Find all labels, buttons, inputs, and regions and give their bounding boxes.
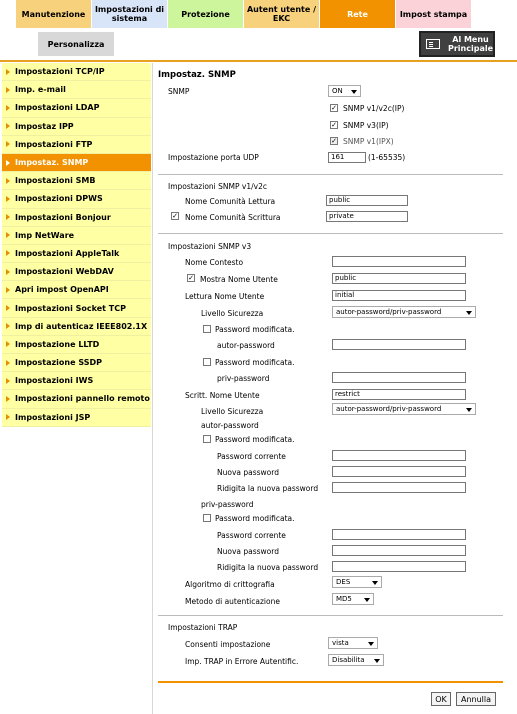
priv-pwd-modified-checkbox[interactable]	[203, 358, 211, 366]
arrow-right-icon	[6, 414, 10, 420]
sidebar-item-label: Impostaz. SNMP	[15, 158, 89, 168]
security-level-label: Livello Sicurezza	[201, 407, 264, 416]
chevron-down-icon	[351, 90, 357, 94]
tab-protezione[interactable]: Protezione	[168, 0, 244, 28]
snmp-select-value: ON	[332, 87, 343, 95]
sidebar-item[interactable]	[2, 318, 151, 336]
priv-pwd-modified-label: Password modificata.	[215, 358, 295, 367]
arrow-right-icon	[6, 305, 10, 311]
tab-rete[interactable]: Rete	[320, 0, 396, 28]
security-level-value: autor-password/priv-password	[336, 405, 442, 413]
priv-retype-password-input[interactable]	[332, 561, 466, 572]
current-password-label: Password corrente	[217, 531, 286, 540]
priv-pwd-modified-checkbox-2[interactable]	[203, 514, 211, 522]
arrow-right-icon	[6, 87, 10, 93]
sidebar-item-label: Imp di autenticaz IEEE802.1X	[15, 321, 148, 331]
sidebar-item-label: Impostazioni IWS	[15, 376, 94, 386]
encryption-algorithm-value: DES	[336, 578, 351, 586]
snmp-label: SNMP	[168, 87, 190, 96]
allow-setting-label: Consenti impostazione	[185, 640, 271, 649]
sidebar-item-label: Impostazioni SMB	[15, 176, 96, 186]
sidebar-item[interactable]	[2, 209, 151, 227]
trap-section-title: Impostazioni TRAP	[168, 623, 238, 632]
auth-password-input[interactable]	[332, 339, 466, 350]
write-community-checkbox[interactable]: ✓	[172, 212, 178, 220]
snmp-v1-ipx-checkbox[interactable]: ✓	[331, 137, 337, 145]
context-name-input[interactable]	[332, 256, 466, 267]
separator	[158, 174, 503, 175]
chevron-down-icon	[364, 598, 370, 602]
trap-auth-error-value: Disabilita	[332, 656, 365, 664]
chevron-down-icon	[368, 642, 374, 646]
snmp-v3-label: SNMP v3(IP)	[343, 121, 389, 130]
sidebar-item[interactable]	[2, 99, 151, 117]
v1v2c-section-title: Impostazioni SNMP v1/v2c	[168, 182, 267, 191]
arrow-right-icon	[6, 323, 10, 329]
sidebar-item-label: Impostazioni FTP	[15, 139, 93, 149]
priv-current-password-input[interactable]	[332, 529, 466, 540]
sidebar-item[interactable]	[2, 409, 151, 427]
sidebar-item[interactable]	[2, 372, 151, 390]
sidebar-item-label: Impostazioni DPWS	[15, 194, 103, 204]
sidebar-item-label: Impostazioni TCP/IP	[15, 67, 105, 77]
auth-pwd-modified-label: Password modificata.	[215, 435, 295, 444]
security-level-label: Livello Sicurezza	[201, 309, 264, 318]
security-level-select[interactable]	[332, 306, 476, 318]
arrow-right-icon	[6, 141, 10, 147]
read-community-label: Nome Comunità Lettura	[185, 197, 276, 206]
sidebar-item[interactable]	[2, 172, 151, 190]
arrow-right-icon	[6, 250, 10, 256]
separator	[158, 615, 503, 616]
chevron-down-icon	[466, 408, 472, 412]
sidebar-item-label: Impostazione LLTD	[15, 339, 100, 349]
snmp-v3-checkbox[interactable]: ✓	[331, 121, 337, 129]
auth-pwd-modified-label: Password modificata.	[215, 325, 295, 334]
sidebar-item[interactable]	[2, 281, 151, 299]
separator	[158, 233, 503, 234]
encryption-algorithm-select[interactable]	[332, 576, 382, 588]
tab-manutenzione[interactable]: Manutenzione	[16, 0, 92, 28]
arrow-right-icon	[6, 178, 10, 184]
sidebar-item[interactable]	[2, 81, 151, 99]
new-password-label: Nuova password	[217, 468, 279, 477]
show-user-input[interactable]: public	[332, 273, 466, 284]
retype-password-label: Ridigita la nuova password	[217, 484, 319, 493]
sidebar-item[interactable]	[2, 299, 151, 317]
sidebar-divider	[152, 63, 153, 714]
sidebar-item-label: Impostazioni AppleTalk	[15, 248, 120, 258]
arrow-right-icon	[6, 287, 10, 293]
allow-setting-select[interactable]	[328, 637, 378, 649]
write-user-label: Scritt. Nome Utente	[185, 391, 260, 400]
sidebar-item-label: Impostazioni pannello remoto	[15, 394, 150, 404]
auth-new-password-input[interactable]	[332, 466, 466, 477]
arrow-right-icon	[6, 69, 10, 75]
tab-impostazioni-di-sistema[interactable]: Impostazioni di sistema	[92, 0, 168, 28]
sidebar-item[interactable]	[2, 227, 151, 245]
sidebar-item[interactable]	[2, 63, 151, 81]
sidebar-item-label: Impostazioni JSP	[15, 412, 91, 422]
sidebar-item-label: Impostazioni Bonjour	[15, 212, 111, 222]
arrow-right-icon	[6, 341, 10, 347]
header-divider	[0, 60, 517, 62]
snmp-select[interactable]	[328, 85, 361, 97]
menu-icon	[426, 39, 440, 49]
sidebar-item-label: Impostazioni LDAP	[15, 103, 100, 113]
ok-button[interactable]: OK	[431, 692, 451, 706]
tab-personalizza[interactable]: Personalizza	[38, 32, 114, 56]
priv-password-label: priv-password	[217, 374, 270, 383]
arrow-right-icon	[6, 214, 10, 220]
read-community-input[interactable]: public	[326, 195, 408, 206]
tab-autent-utente-ekc[interactable]: Autent utente / EKC	[244, 0, 320, 28]
udp-port-input[interactable]: 161	[328, 152, 366, 163]
sidebar-item-label: Imp NetWare	[15, 230, 75, 240]
sidebar-item-label: Impostaz IPP	[15, 121, 74, 131]
chevron-down-icon	[372, 581, 378, 585]
sidebar-item[interactable]	[2, 390, 151, 408]
context-name-label: Nome Contesto	[185, 258, 244, 267]
chevron-down-icon	[374, 659, 380, 663]
main-menu-button[interactable]	[419, 31, 495, 57]
sidebar-item[interactable]	[2, 263, 151, 281]
write-community-label: Nome Comunità Scrittura	[185, 213, 281, 222]
priv-new-password-input[interactable]	[332, 545, 466, 556]
arrow-right-icon	[6, 196, 10, 202]
sidebar	[2, 63, 151, 427]
auth-method-select[interactable]	[332, 593, 374, 605]
v3-section-title: Impostazioni SNMP v3	[168, 242, 252, 251]
auth-pwd-modified-checkbox[interactable]	[203, 325, 211, 333]
arrow-right-icon	[6, 396, 10, 402]
auth-pwd-modified-checkbox-2[interactable]	[203, 435, 211, 443]
auth-password-section-label: autor-password	[201, 421, 259, 430]
auth-password-label: autor-password	[217, 341, 275, 350]
arrow-right-icon	[6, 360, 10, 366]
show-user-label: Mostra Nome Utente	[200, 275, 278, 284]
auth-retype-password-input[interactable]	[332, 482, 466, 493]
trap-auth-error-label: Imp. TRAP in Errore Autentific.	[185, 657, 299, 666]
auth-method-label: Metodo di autenticazione	[185, 597, 280, 606]
write-community-input[interactable]: private	[326, 211, 408, 222]
snmp-v1v2c-checkbox[interactable]: ✓	[331, 104, 337, 112]
arrow-right-icon	[6, 160, 10, 166]
security-level-value: autor-password/priv-password	[336, 308, 442, 316]
sidebar-item[interactable]	[2, 154, 151, 172]
priv-pwd-modified-label: Password modificata.	[215, 514, 295, 523]
security-level-select-2[interactable]	[332, 403, 476, 415]
write-user-input[interactable]: restrict	[332, 389, 466, 400]
arrow-right-icon	[6, 105, 10, 111]
sidebar-item-label: Impostazioni Socket TCP	[15, 303, 126, 313]
retype-password-label: Ridigita la nuova password	[217, 563, 319, 572]
sidebar-item[interactable]	[2, 336, 151, 354]
sidebar-item[interactable]	[2, 245, 151, 263]
arrow-right-icon	[6, 269, 10, 275]
sidebar-item-label: Imp. e-mail	[15, 85, 66, 95]
sidebar-item-label: Impostazioni WebDAV	[15, 267, 114, 277]
new-password-label: Nuova password	[217, 547, 279, 556]
read-user-label: Lettura Nome Utente	[185, 292, 265, 301]
footer-divider	[158, 681, 503, 683]
arrow-right-icon	[6, 123, 10, 129]
read-user-input[interactable]: initial	[332, 290, 466, 301]
page-title: Impostaz. SNMP	[158, 70, 236, 80]
sidebar-item[interactable]	[2, 118, 151, 136]
encryption-algorithm-label: Algoritmo di crittografia	[185, 580, 275, 589]
main-menu-label: Al Menu Principale	[448, 35, 494, 53]
snmp-v1v2c-label: SNMP v1/v2c(IP)	[343, 104, 405, 113]
sidebar-item-label: Impostazione SSDP	[15, 358, 102, 368]
sidebar-item[interactable]	[2, 354, 151, 372]
priv-password-input[interactable]	[332, 372, 466, 383]
auth-method-value: MD5	[336, 595, 352, 603]
sidebar-item[interactable]	[2, 136, 151, 154]
sidebar-item[interactable]	[2, 190, 151, 208]
current-password-label: Password corrente	[217, 452, 286, 461]
cancel-button[interactable]: Annulla	[456, 692, 496, 706]
snmp-v1-ipx-label: SNMP v1(IPX)	[343, 137, 394, 146]
allow-setting-value: vista	[332, 639, 349, 647]
arrow-right-icon	[6, 232, 10, 238]
udp-range-text: (1-65535)	[368, 153, 406, 162]
show-user-checkbox[interactable]: ✓	[188, 274, 194, 282]
trap-auth-error-select[interactable]	[328, 654, 384, 666]
tab-impost-stampa[interactable]: Impost stampa	[396, 0, 472, 28]
udp-port-label: Impostazione porta UDP	[168, 153, 259, 162]
sidebar-item-label: Apri impost OpenAPI	[15, 285, 109, 295]
auth-current-password-input[interactable]	[332, 450, 466, 461]
chevron-down-icon	[466, 311, 472, 315]
arrow-right-icon	[6, 378, 10, 384]
priv-password-section-label: priv-password	[201, 500, 254, 509]
